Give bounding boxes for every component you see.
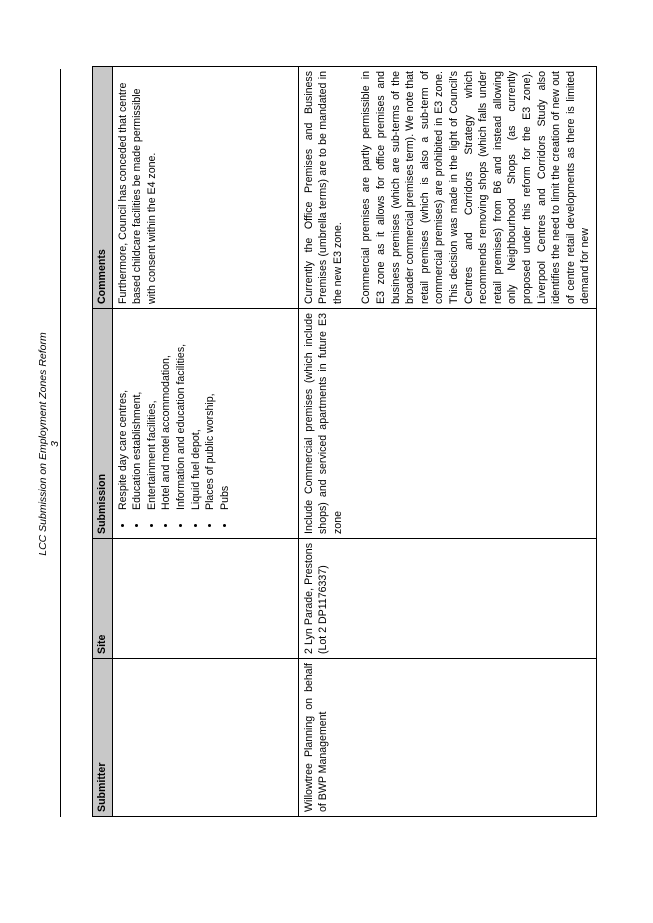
column-header-comments: Comments: [93, 67, 113, 309]
submissions-table: [92, 66, 597, 817]
list-item: • Pubs: [218, 313, 233, 514]
paragraph-gap: [345, 71, 359, 304]
table-row: [298, 67, 596, 817]
list-item: • Entertainment facilities,: [145, 313, 160, 514]
comment-paragraph: Currently the Office Premises and Business Premises (umbrella terms) are to be mandated in the new E3 zone.: [302, 71, 344, 304]
cell-submission: Include Commercial premises (which include shops) and serviced apartments in future E3 zone: [298, 309, 596, 539]
cell-comments: [112, 67, 298, 309]
column-header-submitter: Submitter: [93, 659, 113, 817]
table-row: [112, 67, 298, 817]
cell-submitter: Willowtree Planning on behalf of BWP Management: [298, 659, 596, 817]
list-item: • Education establishment,: [130, 313, 145, 514]
running-header: [36, 70, 70, 818]
list-item: • Liquid fuel depot,: [189, 313, 204, 514]
land-use-list: [116, 313, 233, 534]
list-item: • Respite day care centres,: [116, 313, 131, 514]
header-title: LCC Submission on Employment Zones Reform: [37, 332, 49, 556]
table-header-row: [93, 67, 113, 817]
comment-paragraph: Commercial premises are partly permissible in E3 zone as it allows for office premises and business premises (which are sub-terms of the broader commercial premises term). We note that retail premises (which is also a sub-term of commercial premises) are prohibited in E3 zone. This decision was made in the light of Council's Centres and Corridors Strategy which recommends removing shops (which falls under retail premises) from B6 and instead allowing only Neighbourhood Shops (as currently proposed under this reform for the E3 zone). Liverpool Centres and Corridors Study also identifies the need to limit the creation of new out of centre retail developments as there is limited demand for new: [360, 71, 592, 304]
page-number: 3: [49, 441, 61, 447]
cell-submission: [112, 309, 298, 539]
list-item: • Information and education facilities,: [174, 313, 189, 514]
column-header-submission: Submission: [93, 309, 113, 539]
cell-submitter: [112, 659, 298, 817]
list-item: • Hotel and motel accommodation,: [159, 313, 174, 514]
column-header-site: Site: [93, 539, 113, 659]
list-item: • Places of public worship,: [203, 313, 218, 514]
comment-paragraph: Furthermore, Council has conceded that centre based childcare facilities be made permissible with consent within the E4 zone.: [116, 82, 158, 304]
cell-comments: [298, 67, 596, 309]
cell-site: 2 Lyn Parade, Prestons (Lot 2 DP1176337): [298, 539, 596, 659]
cell-site: [112, 539, 298, 659]
submissions-table-container: [92, 67, 592, 817]
